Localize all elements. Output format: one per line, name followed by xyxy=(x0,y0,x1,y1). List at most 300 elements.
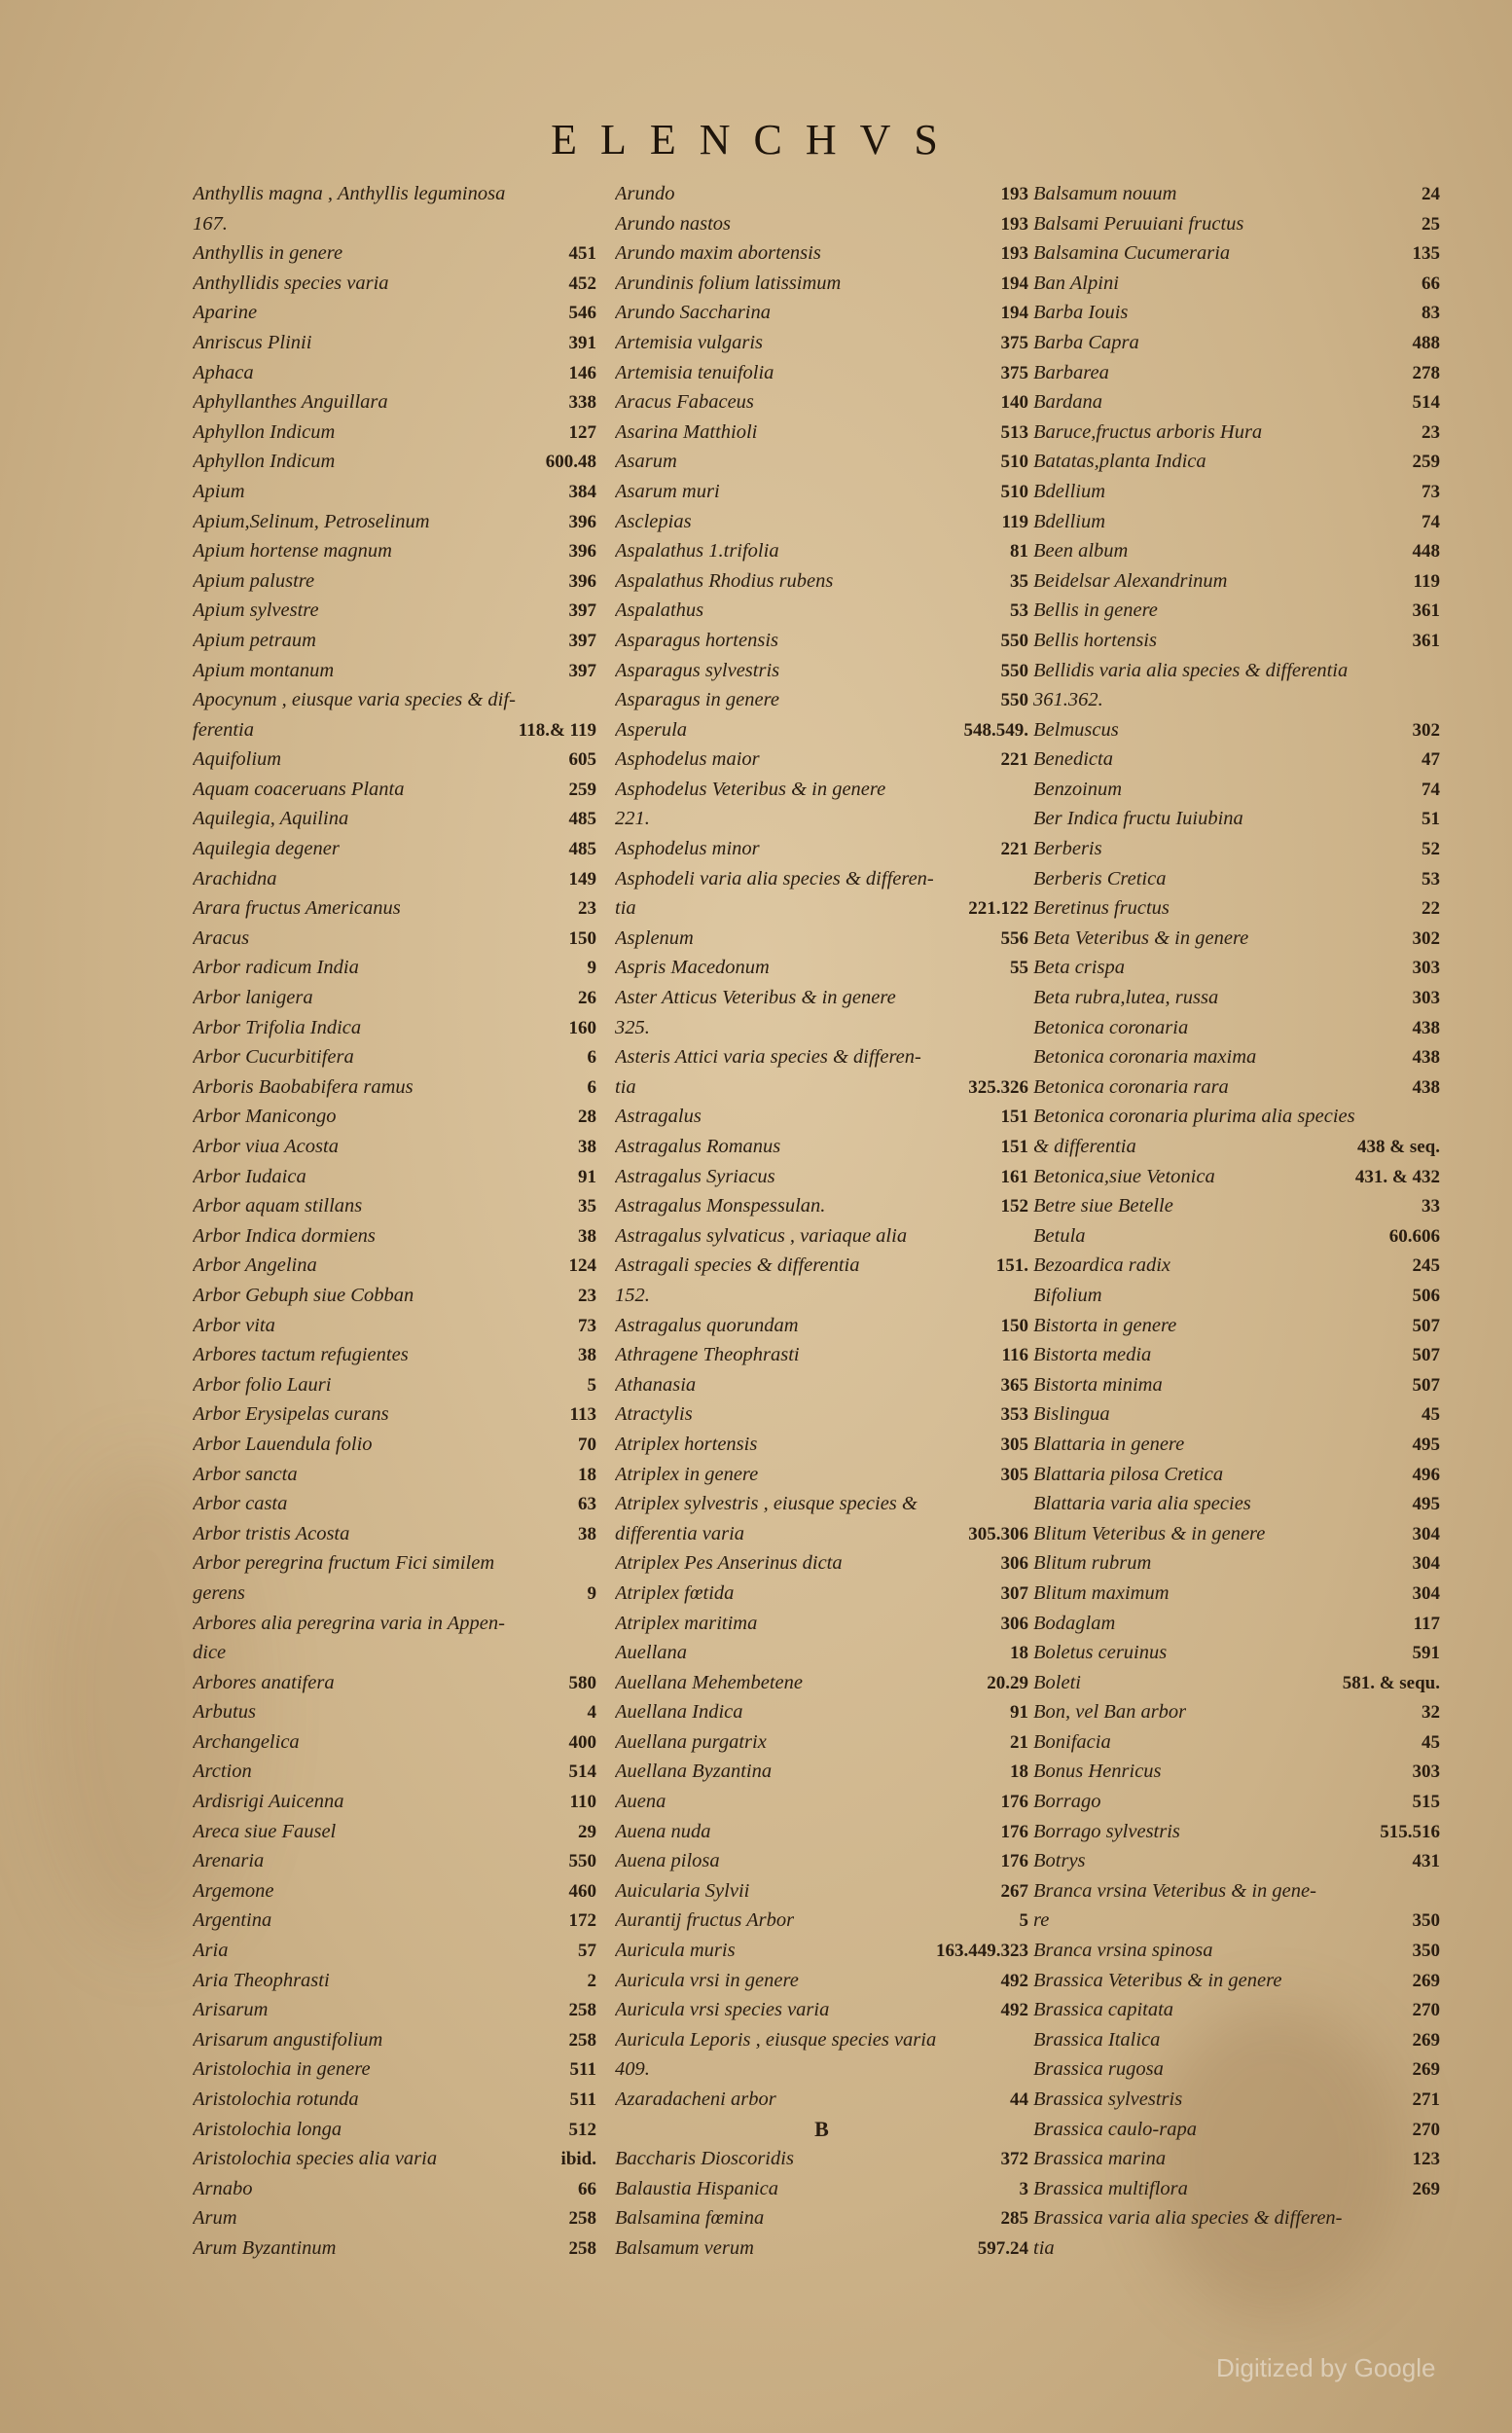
entry-page-number: 269 xyxy=(1412,2178,1440,2199)
entry-page-number: 73 xyxy=(578,1315,596,1336)
entry-page-number: 269 xyxy=(1412,2029,1440,2051)
entry-page-number: 23 xyxy=(1422,421,1440,443)
index-entry xyxy=(615,1281,1028,1311)
entry-term: Auena xyxy=(615,1791,666,1813)
entry-page-number: 91 xyxy=(578,1166,596,1187)
entry-term: Arbor Indica dormiens xyxy=(193,1224,376,1247)
entry-page-number: 24 xyxy=(1422,184,1440,204)
index-entry xyxy=(615,1787,1028,1817)
index-entry xyxy=(615,1162,1028,1192)
entry-term: Arum xyxy=(193,2207,237,2230)
entry-page-number: 448 xyxy=(1412,541,1440,563)
entry-page-number: 60.606 xyxy=(1388,1225,1440,1247)
entry-page-number: 32 xyxy=(1422,1702,1440,1724)
entry-term: Arnabo xyxy=(193,2177,253,2199)
index-entry xyxy=(615,1668,1028,1698)
index-entry xyxy=(615,1995,1028,2025)
entry-page-number: 245 xyxy=(1412,1255,1440,1277)
entry-page-number: 127 xyxy=(568,421,596,443)
entry-term: Aristolochia species alia varia xyxy=(193,2148,438,2170)
index-entry xyxy=(193,1430,596,1460)
entry-term: Belmuscus xyxy=(1033,718,1119,741)
index-entry xyxy=(1033,656,1440,686)
entry-page-number: 510 xyxy=(1000,481,1028,502)
entry-term: Atriplex hortensis xyxy=(615,1433,758,1455)
entry-page-number: 25 xyxy=(1422,213,1440,235)
index-entry xyxy=(1033,209,1440,239)
index-entry xyxy=(193,1072,596,1103)
entry-page-number: 438 xyxy=(1412,1017,1440,1038)
index-entry xyxy=(615,238,1028,269)
entry-page-number: 514 xyxy=(1412,392,1440,414)
index-entry xyxy=(193,1697,596,1727)
entry-term: Aurantij fructus Arbor xyxy=(615,1909,795,1932)
entry-term: Arbores anatifera xyxy=(193,1671,335,1693)
index-entry xyxy=(1033,447,1440,477)
index-entry xyxy=(615,1548,1028,1579)
entry-term: Betonica coronaria xyxy=(1033,1016,1189,1038)
entry-page-number: 396 xyxy=(568,511,596,532)
index-entry xyxy=(1033,1876,1440,1906)
entry-page-number: 391 xyxy=(568,332,596,353)
index-entry xyxy=(615,2174,1028,2204)
entry-page-number: 149 xyxy=(568,868,596,890)
entry-page-number: 550 xyxy=(1000,660,1028,681)
entry-term: Atriplex fœtida xyxy=(615,1581,735,1604)
index-entry xyxy=(615,983,1028,1013)
entry-page-number: 258 xyxy=(568,2208,596,2230)
index-entry xyxy=(193,1340,596,1370)
entry-term: Barbarea xyxy=(1033,361,1109,383)
entry-term: Beretinus fructus xyxy=(1033,897,1170,920)
index-entry xyxy=(615,1251,1028,1281)
entry-term: Arisarum xyxy=(193,1999,269,2021)
index-entry xyxy=(615,2025,1028,2055)
index-entry xyxy=(1033,1340,1440,1370)
index-entry xyxy=(193,1311,596,1341)
entry-page-number: 591 xyxy=(1412,1643,1440,1664)
index-entry xyxy=(193,924,596,954)
entry-term: Atriplex sylvestris , eiusque species & xyxy=(615,1493,918,1515)
index-entry xyxy=(1033,1489,1440,1519)
entry-page-number: 118.& 119 xyxy=(518,719,596,741)
entry-term: Asphodelus minor xyxy=(615,838,760,860)
entry-page-number: 52 xyxy=(1422,839,1440,860)
entry-term: Archangelica xyxy=(193,1730,300,1753)
index-entry xyxy=(615,685,1028,715)
entry-term: Asphodelus Veteribus & in genere xyxy=(615,778,886,800)
entry-term: Anthyllis in genere xyxy=(193,242,343,265)
entry-term: Aria Theophrasti xyxy=(193,1969,330,1991)
entry-page-number: 304 xyxy=(1412,1582,1440,1604)
index-entry xyxy=(1033,744,1440,775)
entry-term: Auellana purgatrix xyxy=(615,1730,767,1753)
index-entry xyxy=(615,1936,1028,1966)
entry-term: Brassica capitata xyxy=(1033,1999,1174,2021)
index-entry xyxy=(1033,1906,1440,1936)
index-entry xyxy=(1033,1102,1440,1132)
entry-page-number: 550 xyxy=(568,1851,596,1872)
entry-page-number: 438 xyxy=(1412,1076,1440,1098)
entry-term: Aquifolium xyxy=(193,748,282,771)
entry-page-number: 485 xyxy=(568,839,596,860)
entry-page-number: 270 xyxy=(1412,2000,1440,2021)
index-entry xyxy=(193,418,596,448)
index-entry xyxy=(615,1906,1028,1936)
index-entry xyxy=(193,1966,596,1996)
entry-page-number: 365 xyxy=(1000,1374,1028,1396)
entry-page-number: 451 xyxy=(568,243,596,265)
index-entry xyxy=(1033,924,1440,954)
entry-page-number: 581. & sequ. xyxy=(1342,1672,1440,1693)
entry-page-number: 113 xyxy=(569,1404,596,1426)
entry-term: Arachidna xyxy=(193,867,277,890)
entry-page-number: 306 xyxy=(1000,1553,1028,1575)
entry-term: 361.362. xyxy=(1033,689,1103,711)
entry-term: Bodaglam xyxy=(1033,1612,1116,1634)
entry-term: Arundo Saccharina xyxy=(615,302,771,324)
entry-page-number: 5 xyxy=(1019,1910,1028,1932)
entry-page-number: 23 xyxy=(578,1285,596,1306)
index-entry xyxy=(193,209,596,239)
entry-term: Brassica Italica xyxy=(1033,2028,1161,2051)
entry-term: Ban Alpini xyxy=(1033,272,1119,294)
index-entry xyxy=(193,656,596,686)
index-entry xyxy=(193,1221,596,1252)
entry-page-number: 38 xyxy=(578,1345,596,1366)
entry-page-number: 51 xyxy=(1422,809,1440,830)
entry-page-number: 63 xyxy=(578,1494,596,1515)
entry-term: Arisarum angustifolium xyxy=(193,2028,383,2051)
entry-term: Auellana Indica xyxy=(615,1701,743,1724)
entry-term: Blattaria in genere xyxy=(1033,1433,1185,1455)
index-entry xyxy=(193,1727,596,1758)
entry-term: Asphodelus maior xyxy=(615,748,760,771)
index-column-1 xyxy=(193,179,596,2264)
index-entry xyxy=(615,447,1028,477)
index-entry xyxy=(615,1697,1028,1727)
index-entry xyxy=(193,1519,596,1549)
entry-term: Blitum Veteribus & in genere xyxy=(1033,1522,1266,1544)
index-entry xyxy=(615,418,1028,448)
entry-page-number: 117 xyxy=(1413,1613,1440,1634)
index-entry xyxy=(1033,1757,1440,1787)
entry-term: Bislingua xyxy=(1033,1403,1110,1426)
index-entry xyxy=(1033,269,1440,299)
index-entry xyxy=(193,596,596,626)
entry-page-number: 70 xyxy=(578,1434,596,1455)
index-entry xyxy=(193,1042,596,1072)
entry-page-number: 81 xyxy=(1010,541,1028,563)
entry-term: Astragalus xyxy=(615,1106,702,1128)
entry-page-number: 512 xyxy=(568,2119,596,2140)
entry-term: Arundo xyxy=(615,183,675,204)
entry-term: Balsamum nouum xyxy=(1033,183,1177,204)
index-entry xyxy=(1033,1519,1440,1549)
entry-term: Arundo nastos xyxy=(615,212,732,235)
entry-term: Ber Indica fructu Iuiubina xyxy=(1033,808,1243,830)
entry-page-number: 53 xyxy=(1422,868,1440,890)
entry-term: Astragalus quorundam xyxy=(615,1314,799,1336)
entry-term: Arbor viua Acosta xyxy=(193,1136,339,1157)
entry-page-number: 35 xyxy=(1010,570,1028,592)
entry-page-number: 193 xyxy=(1000,184,1028,204)
entry-page-number: 221.122 xyxy=(968,898,1028,920)
entry-term: Branca vrsina Veteribus & in gene- xyxy=(1033,1879,1316,1902)
index-entry xyxy=(193,1757,596,1787)
index-column-3 xyxy=(1033,179,1440,2264)
entry-page-number: 2 xyxy=(587,1970,596,1991)
entry-term: re xyxy=(1033,1909,1050,1932)
index-entry xyxy=(1033,2174,1440,2204)
index-entry xyxy=(1033,1609,1440,1639)
entry-term: Arbor sancta xyxy=(193,1463,298,1485)
entry-term: Auena nuda xyxy=(615,1820,711,1842)
entry-term: Athragene Theophrasti xyxy=(615,1344,800,1366)
entry-page-number: 306 xyxy=(1000,1613,1028,1634)
entry-page-number: 278 xyxy=(1412,362,1440,383)
index-entry xyxy=(615,1460,1028,1490)
index-entry xyxy=(193,1489,596,1519)
index-entry xyxy=(193,953,596,983)
index-entry xyxy=(193,1251,596,1281)
entry-term: Betonica coronaria plurima alia species xyxy=(1033,1106,1355,1128)
entry-page-number: 510 xyxy=(1000,452,1028,473)
entry-term: Artemisia tenuifolia xyxy=(615,361,774,383)
index-entry xyxy=(615,924,1028,954)
entry-term: Arum Byzantinum xyxy=(193,2236,337,2259)
entry-page-number: 151. xyxy=(995,1255,1028,1277)
entry-term: Beta rubra,lutea, russa xyxy=(1033,987,1219,1009)
entry-page-number: 74 xyxy=(1422,511,1440,532)
entry-term: Betonica coronaria maxima xyxy=(1033,1046,1257,1069)
entry-page-number: 605 xyxy=(568,749,596,771)
entry-term: Asperula xyxy=(615,718,688,741)
index-entry xyxy=(1033,1579,1440,1609)
entry-term: Borrago xyxy=(1033,1791,1101,1813)
index-entry xyxy=(1033,1013,1440,1043)
index-entry xyxy=(615,1489,1028,1519)
entry-term: Aster Atticus Veteribus & in genere xyxy=(615,987,896,1009)
entry-term: Auellana xyxy=(615,1642,688,1664)
index-entry xyxy=(193,1399,596,1430)
entry-page-number: 135 xyxy=(1412,243,1440,265)
entry-page-number: 6 xyxy=(587,1076,596,1098)
entry-page-number: 460 xyxy=(568,1880,596,1902)
index-entry xyxy=(1033,1191,1440,1221)
entry-term: Brassica sylvestris xyxy=(1033,2088,1183,2110)
index-entry xyxy=(615,1221,1028,1252)
entry-term: Brassica rugosa xyxy=(1033,2058,1164,2081)
entry-page-number: 511 xyxy=(569,2059,596,2081)
index-entry xyxy=(1033,387,1440,418)
index-entry xyxy=(615,834,1028,864)
entry-page-number: 150 xyxy=(568,927,596,949)
index-entry xyxy=(193,298,596,328)
index-column-2 xyxy=(615,179,1028,2264)
entry-page-number: 513 xyxy=(1000,421,1028,443)
index-entry xyxy=(193,269,596,299)
index-entry xyxy=(615,1013,1028,1043)
entry-page-number: 29 xyxy=(578,1821,596,1842)
index-entry xyxy=(615,744,1028,775)
entry-term: 167. xyxy=(193,212,228,235)
entry-page-number: 372 xyxy=(1000,2149,1028,2170)
entry-term: Asparagus in genere xyxy=(615,689,779,711)
entry-term: Balsamina fœmina xyxy=(615,2207,765,2230)
index-entry xyxy=(193,1370,596,1400)
entry-page-number: 361 xyxy=(1412,630,1440,651)
entry-page-number: 375 xyxy=(1000,362,1028,383)
entry-term: Betonica,siue Vetonica xyxy=(1033,1165,1215,1187)
entry-page-number: 124 xyxy=(568,1255,596,1277)
entry-term: Apium palustre xyxy=(193,569,315,592)
entry-term: Aria xyxy=(193,1940,229,1962)
index-entry xyxy=(615,1132,1028,1162)
index-entry xyxy=(615,507,1028,537)
index-entry xyxy=(615,2085,1028,2115)
index-entry xyxy=(615,1370,1028,1400)
entry-page-number: 452 xyxy=(568,272,596,294)
index-entry xyxy=(193,328,596,358)
index-entry xyxy=(1033,298,1440,328)
entry-page-number: 495 xyxy=(1412,1434,1440,1455)
index-entry xyxy=(615,1757,1028,1787)
entry-page-number: 18 xyxy=(578,1464,596,1485)
index-entry xyxy=(615,269,1028,299)
index-entry xyxy=(1033,238,1440,269)
entry-page-number: 305.306 xyxy=(968,1523,1028,1544)
entry-term: Auricula muris xyxy=(615,1940,736,1962)
entry-page-number: 26 xyxy=(578,988,596,1009)
entry-term: Azaradacheni arbor xyxy=(615,2088,776,2110)
entry-term: Asarum muri xyxy=(615,480,720,502)
entry-term: Atriplex maritima xyxy=(615,1612,758,1634)
index-entry xyxy=(615,477,1028,507)
entry-term: Bellidis varia alia species & differentia xyxy=(1033,659,1349,681)
index-entry xyxy=(193,2025,596,2055)
entry-page-number: 438 & seq. xyxy=(1357,1137,1440,1157)
entry-page-number: 23 xyxy=(578,898,596,920)
entry-page-number: 221 xyxy=(1000,839,1028,860)
entry-term: Anthyllidis species varia xyxy=(193,272,389,294)
entry-page-number: 431. & 432 xyxy=(1354,1166,1440,1187)
entry-page-number: 325.326 xyxy=(968,1076,1028,1098)
entry-term: Argemone xyxy=(193,1879,274,1902)
entry-page-number: 597.24 xyxy=(977,2237,1028,2259)
entry-page-number: 66 xyxy=(1422,272,1440,294)
entry-term: Asparagus hortensis xyxy=(615,629,779,651)
entry-page-number: 123 xyxy=(1412,2149,1440,2170)
index-entry xyxy=(615,1399,1028,1430)
index-entry xyxy=(1033,2054,1440,2085)
entry-page-number: 396 xyxy=(568,570,596,592)
entry-page-number: 258 xyxy=(568,2237,596,2259)
entry-page-number: 45 xyxy=(1422,1731,1440,1753)
entry-term: Bistorta media xyxy=(1033,1344,1152,1366)
index-entry xyxy=(193,626,596,656)
index-entry xyxy=(193,2085,596,2115)
entry-term: Apium sylvestre xyxy=(193,599,319,622)
index-entry xyxy=(615,536,1028,566)
index-entry xyxy=(615,1519,1028,1549)
entry-term: Auricula vrsi species varia xyxy=(615,1999,830,2021)
index-entry xyxy=(615,1966,1028,1996)
entry-page-number: 550 xyxy=(1000,630,1028,651)
entry-page-number: 305 xyxy=(1000,1434,1028,1455)
entry-page-number: 9 xyxy=(587,1582,596,1604)
entry-term: Ardisrigi Auicenna xyxy=(193,1791,344,1813)
index-entry xyxy=(1033,179,1440,209)
entry-term: Apium xyxy=(193,480,245,502)
index-entry xyxy=(615,1102,1028,1132)
entry-page-number: 302 xyxy=(1412,927,1440,949)
entry-term: Blattaria pilosa Cretica xyxy=(1033,1463,1224,1485)
index-entry xyxy=(1033,1042,1440,1072)
index-entry xyxy=(193,1013,596,1043)
index-entry xyxy=(1033,893,1440,924)
entry-term: differentia varia xyxy=(615,1522,745,1544)
index-entry xyxy=(615,893,1028,924)
entry-term: Brassica marina xyxy=(1033,2148,1167,2170)
entry-term: Aspris Macedonum xyxy=(615,957,770,979)
entry-term: Arboris Baobabifera ramus xyxy=(193,1075,414,1098)
entry-term: Arenaria xyxy=(193,1850,265,1872)
index-entry xyxy=(1033,775,1440,805)
entry-page-number: 194 xyxy=(1000,303,1028,324)
entry-term: Asarum xyxy=(615,451,677,473)
entry-page-number: 353 xyxy=(1000,1404,1028,1426)
entry-term: Arbor lanigera xyxy=(193,987,313,1009)
index-entry xyxy=(193,685,596,715)
index-entry xyxy=(1033,1460,1440,1490)
entry-term: 325. xyxy=(615,1016,650,1038)
entry-page-number: 400 xyxy=(568,1731,596,1753)
entry-term: Arbor aquam stillans xyxy=(193,1195,363,1217)
entry-term: Bardana xyxy=(1033,391,1102,414)
index-entry xyxy=(193,1995,596,2025)
entry-term: Aquilegia, Aquilina xyxy=(193,808,349,830)
entry-term: Balaustia Hispanica xyxy=(615,2177,778,2199)
index-entry xyxy=(1033,2025,1440,2055)
entry-page-number: 259 xyxy=(1412,452,1440,473)
entry-term: Astragali species & differentia xyxy=(615,1254,860,1277)
index-entry xyxy=(615,864,1028,894)
entry-term: Blitum rubrum xyxy=(1033,1552,1152,1575)
entry-page-number: 511 xyxy=(569,2089,596,2110)
index-entry xyxy=(1033,477,1440,507)
entry-page-number: 397 xyxy=(568,630,596,651)
index-entry xyxy=(1033,1281,1440,1311)
entry-page-number: 73 xyxy=(1422,481,1440,502)
entry-page-number: 28 xyxy=(578,1107,596,1128)
index-entry xyxy=(1033,1251,1440,1281)
index-entry xyxy=(1033,983,1440,1013)
index-entry xyxy=(193,477,596,507)
entry-page-number: 270 xyxy=(1412,2119,1440,2140)
entry-page-number: 110 xyxy=(569,1792,596,1813)
entry-term: Apium hortense magnum xyxy=(193,540,392,563)
index-entry xyxy=(1033,1817,1440,1847)
index-entry xyxy=(615,1340,1028,1370)
entry-page-number: 140 xyxy=(1000,392,1028,414)
index-entry xyxy=(1033,2233,1440,2264)
index-entry xyxy=(1033,685,1440,715)
entry-term: Bellis in genere xyxy=(1033,599,1158,622)
index-entry xyxy=(193,744,596,775)
entry-term: Atractylis xyxy=(615,1403,693,1426)
entry-term: Bdellium xyxy=(1033,480,1106,502)
